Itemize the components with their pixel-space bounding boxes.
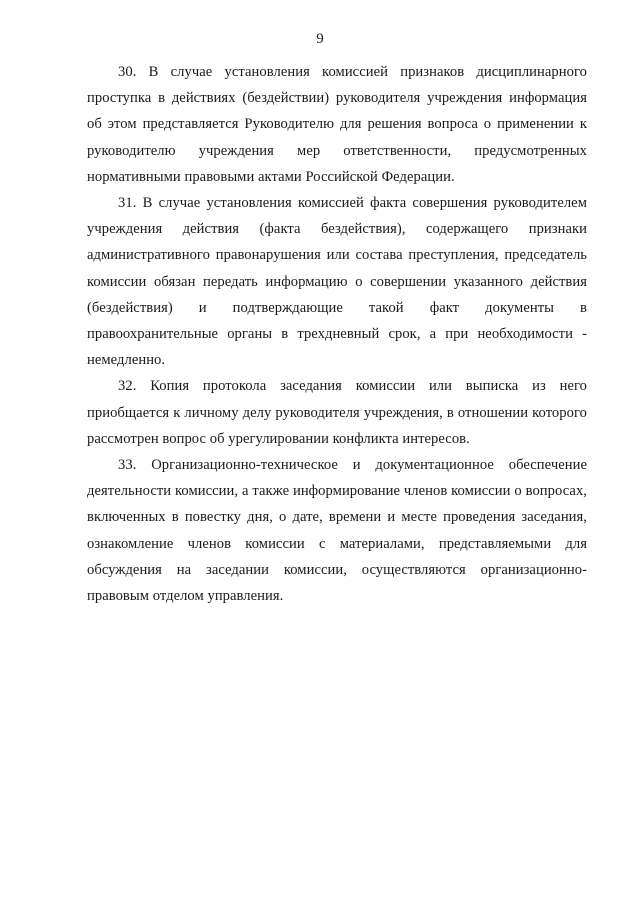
paragraph-30: 30. В случае установления комиссией признаков дисциплинарного проступка в действиях (бездействии) руководителя учреждения информация об этом представляется Руководителю для решения вопроса о применении к руководителю учреждения мер ответственности, предусмотренных нормативными правовыми актами Российской Федерации. xyxy=(87,64,587,185)
document-body xyxy=(87,59,587,609)
paragraph-32: 32. Копия протокола заседания комиссии или выписка из него приобщается к личному делу руководителя учреждения, в отношении которого рассмотрен вопрос об урегулировании конфликта интересов. xyxy=(87,378,587,447)
page-number: 9 xyxy=(316,31,324,47)
paragraph-33: 33. Организационно-техническое и документационное обеспечение деятельности комиссии, а также информирование членов комиссии о вопросах, включенных в повестку дня, о дате, времени и месте проведения заседания, ознакомление членов комиссии с материалами, представляемыми для обсуждения на заседании комиссии, осуществляются организационно-правовым отделом управления. xyxy=(87,457,587,605)
paragraph-31: 31. В случае установления комиссией факта совершения руководителем учреждения действия (факта бездействия), содержащего признаки административного правонарушения или состава преступления, председатель комиссии обязан передать информацию о совершении указанного действия (бездействия) и подтверждающие такой факт документы в правоохранительные органы в трехдневный срок, а при необходимости - немедленно. xyxy=(87,195,587,369)
